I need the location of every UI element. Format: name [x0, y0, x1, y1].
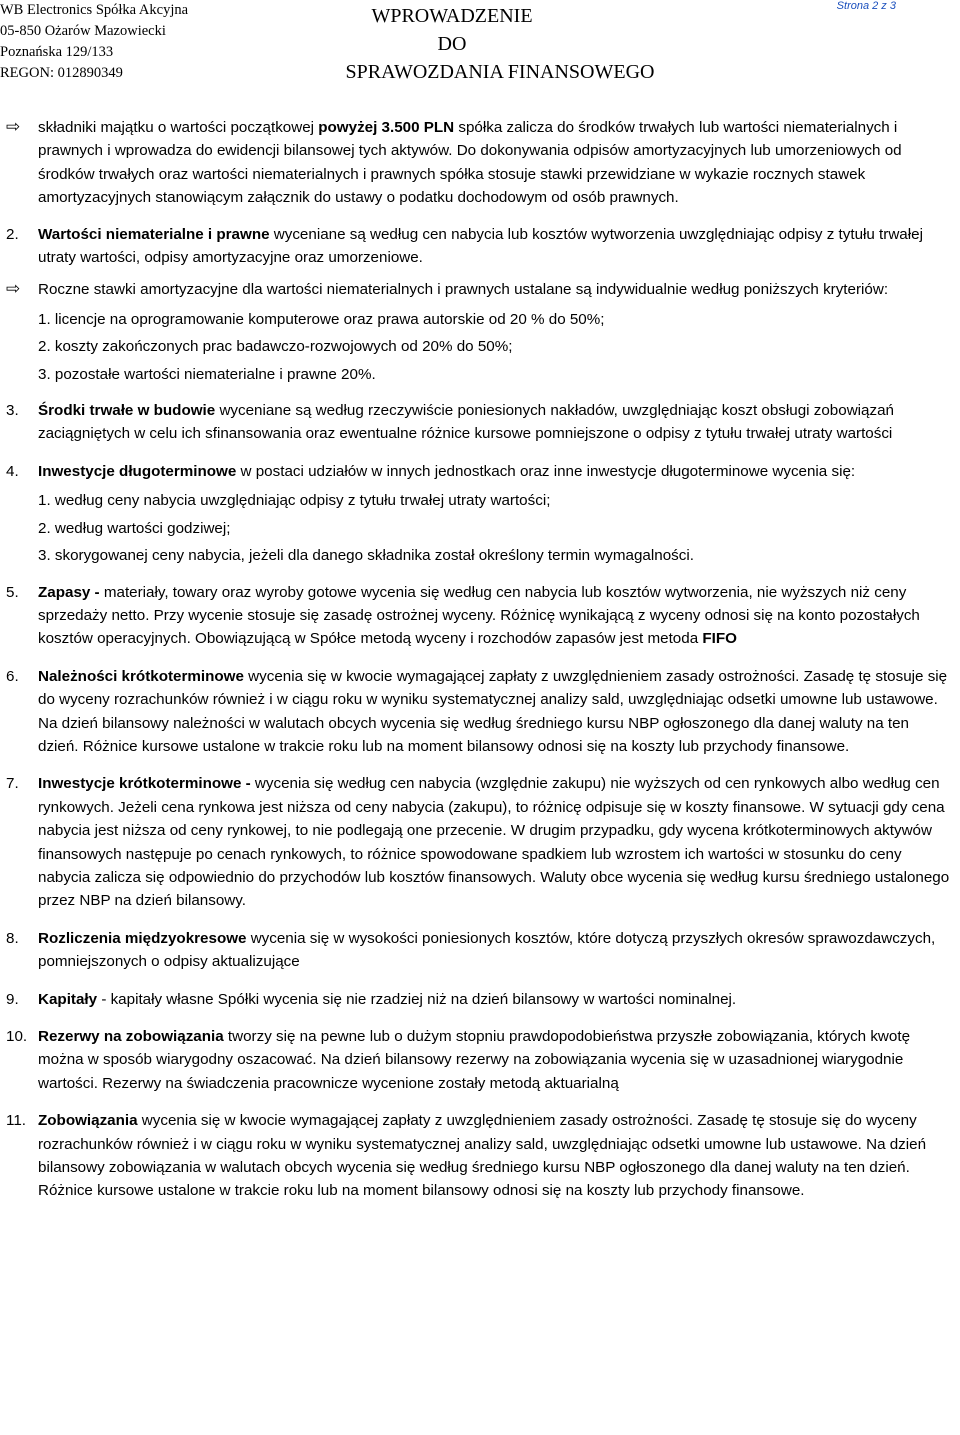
paragraph [38, 460, 952, 483]
criteria-list [38, 308, 952, 386]
paragraph [38, 399, 952, 446]
paragraph [38, 772, 952, 912]
item-number: 8. [6, 929, 19, 947]
document-title-line-1: WPROWADZENIE [371, 5, 533, 27]
arrow-item-amortization-rates [0, 278, 952, 386]
valuation-method-item: 3. skorygowanej ceny nabycia, jeżeli dla danego składnika został określony termin wymagalności. [38, 547, 694, 565]
list-item-4 [0, 460, 952, 568]
document-body [0, 116, 952, 1203]
item-number: 4. [6, 462, 19, 480]
criteria-item: 2. koszty zakończonych prac badawczo-rozwojowych od 20% do 50%; [38, 338, 513, 356]
item-heading: Zapasy - [38, 583, 100, 601]
paragraph [38, 1025, 952, 1095]
company-info [0, 0, 260, 84]
arrow-item-fixed-assets-threshold [0, 116, 952, 210]
page-number: Strona 2 z 3 [836, 0, 896, 12]
arrow-icon: ⇨ [6, 279, 21, 299]
item-text: - kapitały własne Spółki wycenia się nie rzadziej niż na dzień bilansowy w wartości nominalnej. [97, 990, 737, 1008]
valuation-method-item: 2. według wartości godziwej; [38, 519, 231, 537]
item-text: wycenia się według cen nabycia (względnie zakupu) nie wyższych od cen rynkowych albo według cen rynkowych. Jeżeli cena rynkowa jest niższa od ceny nabycia (zakupu), to różnicę odpisuje się w koszty finansowe. W sytuacji gdy cena nabycia jest niższa od ceny rynkowej, to nie podlegają one przecenie. W drugim przypadku, gdy wycena krótkoterminowych aktywów finansowych następuje po cenach rynkowych, to różnice spowodowane spadkiem lub wzrostem ich wartości w stosunku do ceny nabycia zalicza się odpowiednio do przychodów lub kosztów finansowych. Waluty obce wycenia się według kursu średniego ustalonego przez NBP na dzień bilansowy. [38, 775, 950, 910]
valuation-methods-list [38, 489, 952, 567]
list-item-2 [0, 223, 952, 270]
item-number: 10. [6, 1028, 28, 1045]
item-text: w postaci udziałów w innych jednostkach oraz inne inwestycje długoterminowe wycenia się: [236, 462, 856, 480]
item-heading: Rezerwy na zobowiązania [38, 1028, 224, 1045]
item-number: 3. [6, 402, 19, 420]
document-title-line-3: SPRAWOZDANIA FINANSOWEGO [345, 61, 655, 83]
list-item-7 [0, 772, 952, 912]
document-title-line-2: DO [437, 33, 467, 55]
paragraph-text: spółka zalicza do środków trwałych lub wartości niematerialnych i prawnych i wprowadza do ewidencji bilansowej tych aktywów. Do dokonywania odpisów amortyzacyjnych lub umorzeniowych od środków trwałych oraz wartości niematerialnych i prawnych spółka stosuje stawki przewidziane w wykazie rocznych stawek amortyzacyjnych stanowiącym załącznik do ustawy o podatku dochodowym od osób prawnych. [38, 119, 902, 207]
paragraph [38, 116, 952, 210]
item-text: tworzy się na pewne lub o dużym stopniu prawdopodobieństwa przyszłe zobowiązania, których kwotę można w sposób wiarygodny oszacować. Na dzień bilansowy rezerwy na zobowiązania wycenia się w uzasadnionej wiarygodnie wartości. Rezerwy na świadczenia pracownicze wycenione zostały metodą aktuarialną [38, 1028, 911, 1092]
company-name: WB Electronics Spółka Akcyjna [0, 2, 189, 18]
item-number: 2. [6, 225, 19, 243]
item-heading: Środki trwałe w budowie [38, 402, 216, 420]
item-number: 7. [6, 775, 19, 793]
item-number: 5. [6, 583, 19, 601]
paragraph [38, 988, 952, 1011]
item-number: 9. [6, 990, 19, 1008]
list-item-9 [0, 988, 952, 1011]
item-text: wycenia się w kwocie wymagającej zapłaty z uwzględnieniem zasady ostrożności. Zasadę tę stosuje się do wyceny rozrachunków również i w ciągu roku w wyniku systematycznej analizy sald, uwzględniając odsetki umowne lub ustawowe. Na dzień bilansowy należności w walutach obcych wycenia się według średniego kursu NBP ogłoszonego dla danej waluty na ten dzień. Różnice kursowe ustalone w trakcie roku lub na moment bilansowy odnosi się na koszty lub przychody finansowe. [38, 667, 948, 755]
paragraph [38, 927, 952, 974]
company-street: Poznańska 129/133 [0, 44, 114, 60]
item-heading: Kapitały [38, 990, 98, 1008]
item-heading: Wartości niematerialne i prawne [38, 225, 270, 243]
item-heading: Inwestycje długoterminowe [38, 462, 237, 480]
item-heading: Zobowiązania [38, 1112, 138, 1130]
list-item-10 [0, 1025, 952, 1095]
item-text: materiały, towary oraz wyroby gotowe wycenia się według cen nabycia lub kosztów wytworzenia, nie wyższych niż ceny sprzedaży netto. Przy wycenie stosuje się zasadę ostrożnej wyceny. Różnicę wynikającą z wyceny odnosi się na konto pozostałych kosztów operacyjnych. Obowiązującą w Spółce metodą wyceny i rozchodów zapasów jest metoda [38, 583, 920, 648]
document-title [300, 2, 700, 86]
criteria-item: 1. licencje na oprogramowanie komputerowe oraz prawa autorskie od 20 % do 50%; [38, 310, 605, 328]
item-number: 6. [6, 667, 19, 685]
item-text: wycenia się w kwocie wymagającej zapłaty z uwzględnieniem zasady ostrożności. Zasadę tę stosuje się do wyceny rozrachunków również i w ciągu roku w wyniku systematycznej analizy sald, uwzględniając odsetki umowne lub ustawowe. Na dzień bilansowy zobowiązania w walutach obcych wycenia się według średniego kursu NBP ogłoszonego dla danej waluty na ten dzień. Różnice kursowe ustalone w trakcie roku lub na moment bilansowy odnosi się na koszty lub przychody finansowe. [38, 1112, 927, 1200]
paragraph [38, 581, 952, 651]
paragraph [38, 1109, 952, 1203]
valuation-method-item: 1. według ceny nabycia uwzględniając odpisy z tytułu trwałej utraty wartości; [38, 492, 551, 510]
item-heading: Inwestycje krótkoterminowe - [38, 775, 251, 793]
fifo-bold: FIFO [702, 630, 737, 648]
list-item-11 [0, 1109, 952, 1203]
item-heading: Rozliczenia międzyokresowe [38, 929, 247, 947]
threshold-bold: powyżej 3.500 PLN [318, 119, 455, 136]
company-postal-city: 05-850 Ożarów Mazowiecki [0, 23, 166, 39]
company-regon: REGON: 012890349 [0, 65, 123, 81]
list-item-8 [0, 927, 952, 974]
arrow-icon: ⇨ [6, 117, 21, 136]
list-item-6 [0, 665, 952, 759]
paragraph [38, 665, 952, 759]
item-text: wycenia się w wysokości poniesionych kosztów, które dotyczą przyszłych okresów sprawozdawczych, pomniejszonych o odpisy aktualizujące [38, 929, 936, 971]
item-number: 11. [6, 1112, 26, 1130]
criteria-item: 3. pozostałe wartości niematerialne i prawne 20%. [38, 365, 376, 383]
paragraph: Roczne stawki amortyzacyjne dla wartości niematerialnych i prawnych ustalane są indywidualnie według poniższych kryteriów: [38, 281, 889, 299]
item-text: wyceniane są według cen nabycia lub kosztów wytworzenia uwzględniając odpisy z tytułu trwałej utraty wartości, odpisy amortyzacyjne oraz umorzeniowe. [38, 225, 923, 267]
list-item-3 [0, 399, 952, 446]
item-text: wyceniane są według rzeczywiście poniesionych nakładów, uwzględniając koszt obsługi zobowiązań zaciągniętych w celu ich sfinansowania oraz ewentualne różnice kursowe pomniejszone o odpisy z tytułu trwałej utraty wartości [38, 402, 894, 443]
paragraph [38, 223, 952, 270]
paragraph-text: składniki majątku o wartości początkowej [38, 119, 319, 136]
item-heading: Należności krótkoterminowe [38, 667, 244, 685]
list-item-5 [0, 581, 952, 651]
